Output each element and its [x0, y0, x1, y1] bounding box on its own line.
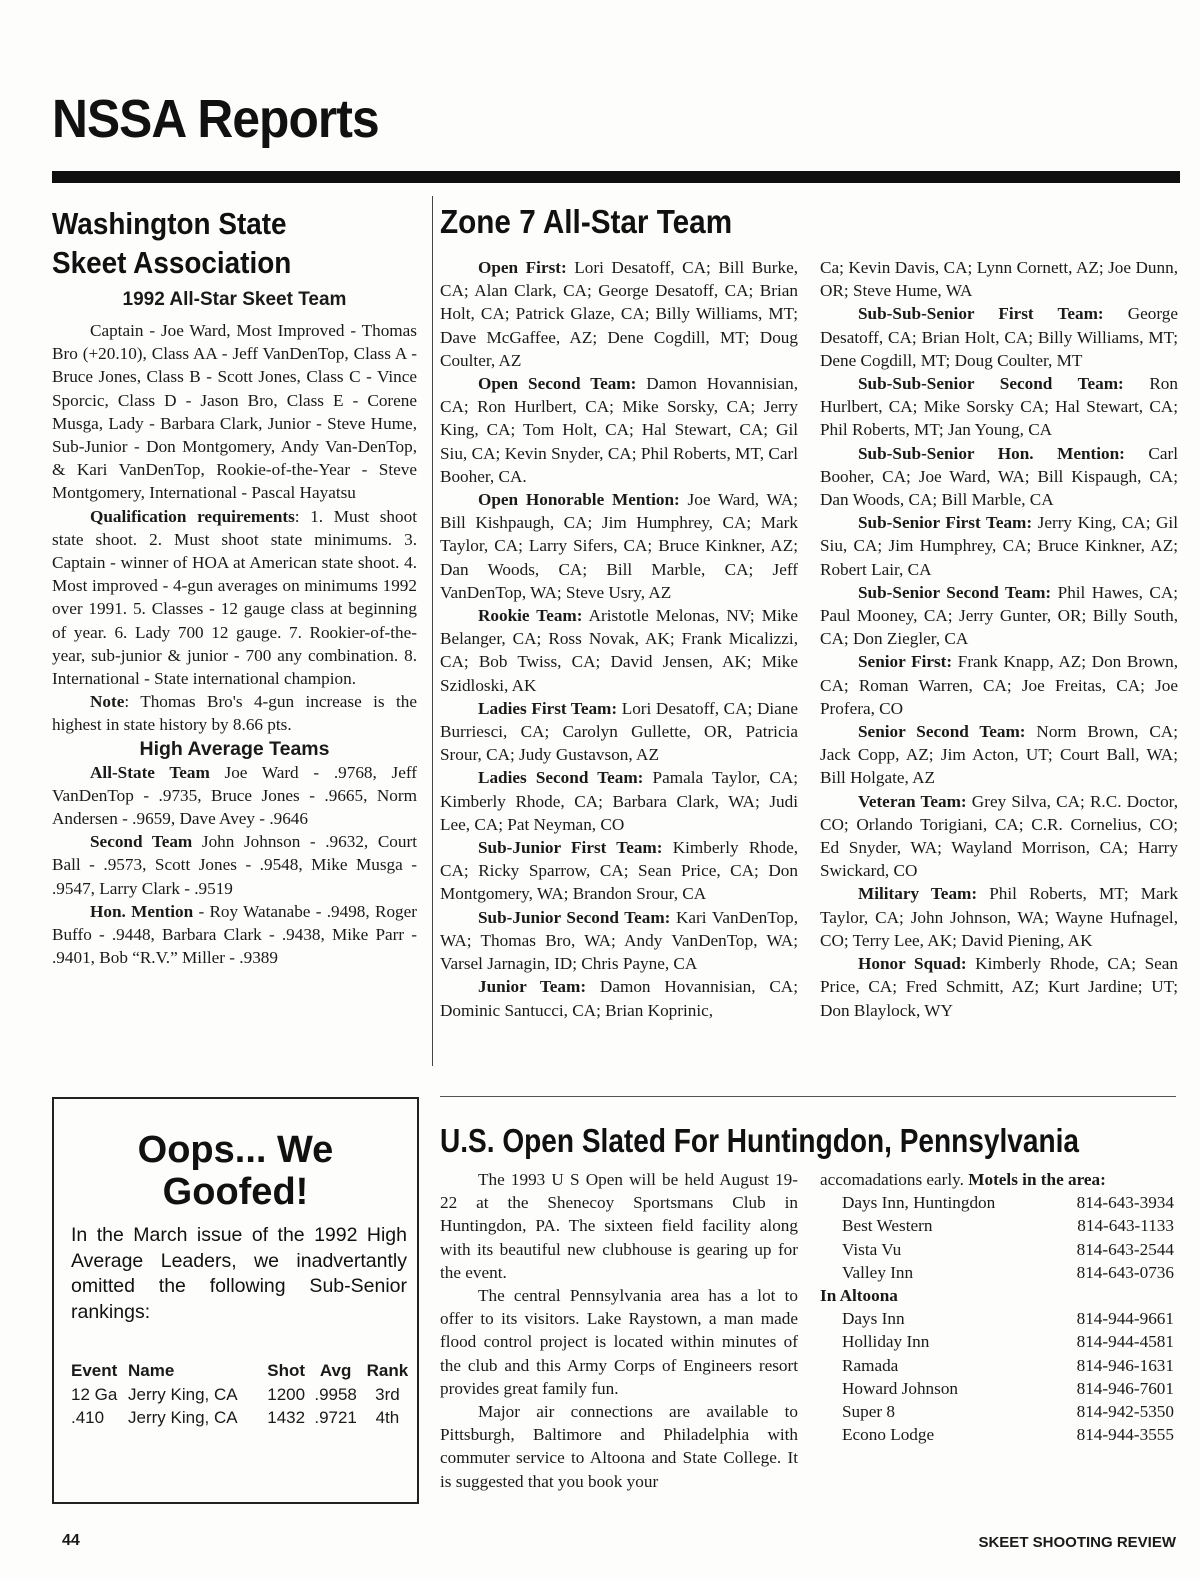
zone7-column-1 [440, 256, 798, 1022]
motel-row [842, 1330, 1174, 1353]
zone7-entry [820, 952, 1178, 1022]
entry-text: Pamala Taylor, CA; Kimberly Rhode, CA; Barbara Clark, WA; Judi Lee, CA; Pat Neyman, CO [440, 768, 799, 834]
zone7-entry [820, 442, 1178, 512]
table-cell: Jerry King, CA [128, 1408, 238, 1427]
motel-row [842, 1307, 1174, 1330]
zone7-entry [440, 906, 798, 976]
motel-phone: 814-946-7601 [1076, 1378, 1174, 1398]
publication-name: SKEET SHOOTING REVIEW [978, 1534, 1176, 1551]
entry-label: Senior Second Team: [858, 722, 1026, 742]
entry-label: Junior Team: [478, 977, 587, 997]
zone7-entry [820, 372, 1178, 442]
table-cell: 1200 [267, 1385, 306, 1404]
entry-text: Aristotle Melonas, NV; Mike Belanger, CA; Ross Novak, AK; Frank Micalizzi, CA; Bob Twiss, CA; David Jensen, AK; Mike Szidloski, AK [440, 606, 798, 695]
table-header-cell: Avg [319, 1361, 352, 1380]
table-header-cell: Event [71, 1361, 118, 1380]
table-cell: .410 [71, 1408, 105, 1427]
entry-text: Norm Brown, CA; Jack Copp, AZ; Jim Acton, UT; Court Ball, WA; Bill Holgate, AZ [820, 722, 1178, 788]
entry-label: Honor Squad: [858, 954, 967, 974]
table-cell: 1432 [267, 1408, 306, 1427]
high-average-heading: High Average Teams [139, 737, 330, 760]
entry-text: Kari VanDenTop, WA; Thomas Bro, WA; Andy VanDenTop, WA; Varsel Jarnagin, ID; Chris Payne, CA [440, 907, 798, 974]
entry-text: Carl Booher, CA; Joe Ward, WA; Bill Kispaugh, CA; Dan Woods, CA; Bill Marble, CA [820, 443, 1179, 510]
motel-name: Super 8 [842, 1402, 895, 1422]
oops-title [54, 1129, 417, 1213]
motel-name: Vista Vu [842, 1239, 902, 1259]
table-cell: 12 Ga [71, 1385, 118, 1404]
altoona-label: In Altoona [820, 1286, 898, 1306]
page-title: NSSA Reports [52, 89, 379, 149]
page-number: 44 [62, 1532, 80, 1549]
note-text: : Thomas Bro's 4-gun increase is the highest in state history by 8.66 pts. [52, 692, 417, 735]
entry-label: Sub-Senior Second Team: [858, 582, 1052, 602]
motel-row [842, 1423, 1174, 1446]
oops-table [71, 1361, 413, 1431]
qualification-text: : 1. Must shoot state shoot. 2. Must shoot state minimums. 3. Captain - winner of HOA at American state shoot. 4. Most improved - 4-gun averages on minimums 1992 over 1991. 5. Classes - 12 gauge class at beginning of year. 6. Lady 700 12 gauge. 7. Rookier-of-the-year, sub-junior & junior - 700 any combination. 8. International - State international champion. [52, 506, 417, 689]
zone7-entry [440, 975, 798, 1021]
entry-text: Joe Ward, WA; Bill Kishpaugh, CA; Jim Humphrey, CA; Mark Taylor, CA; Larry Sifers, CA; Bruce Kinkner, AZ; Dan Woods, CA; Bill Marble, CA; Jeff VanDenTop, WA; Steve Usry, AZ [440, 490, 798, 602]
motel-name: Best Western [842, 1216, 933, 1236]
second-label: Second Team [90, 832, 193, 852]
wssa-note [52, 690, 417, 736]
table-row [71, 1408, 413, 1431]
entry-text: Phil Roberts, MT; Mark Taylor, CA; John Johnson, WA; Wayne Hufnagel, CO; Terry Lee, AK; David Piening, AK [820, 884, 1178, 950]
motel-phone: 814-944-3555 [1076, 1425, 1174, 1445]
entry-label: Senior First: [858, 652, 953, 672]
allstate-label: All-State Team [90, 762, 210, 782]
entry-text: Jerry King, CA; Gil Siu, CA; Jim Humphrey, CA; Bruce Kinkner, AZ; Robert Lair, CA [820, 513, 1178, 579]
wssa-heading [52, 204, 291, 282]
entry-text: Frank Knapp, AZ; Don Brown, CA; Roman Warren, CA; Joe Freitas, CA; Joe Profera, CO [820, 652, 1178, 718]
second-text: John Johnson - .9632, Court Ball - .9573, Scott Jones - .9548, Mike Musga - .9547, Larry Clark - .9519 [52, 832, 417, 898]
motel-row [842, 1354, 1174, 1377]
title-rule [52, 171, 1180, 183]
entry-text: George Desatoff, CA; Brian Holt, CA; Billy Williams, MT; Dene Cogdill, MT; Doug Coulter, MT [820, 304, 1178, 370]
motels-altoona [842, 1307, 1174, 1446]
usopen-p3: Major air connections are available to Pittsburgh, Baltimore and Philadelphia with commuter service to Altoona and State College. It is suggested that you book your [440, 1402, 798, 1491]
motel-phone: 814-643-0736 [1076, 1262, 1174, 1282]
entry-label: Open Second Team: [478, 374, 637, 394]
oops-table-body [71, 1385, 413, 1431]
entry-text: Lori Desatoff, CA; Diane Burriesci, CA; Carolyn Gullette, OR, Patricia Srour, CA; Judy Gustavson, AZ [440, 698, 798, 765]
motel-name: Econo Lodge [842, 1425, 935, 1445]
wssa-heading-line2: Skeet Association [52, 245, 292, 280]
motel-row [842, 1214, 1174, 1237]
motel-name: Ramada [842, 1355, 899, 1375]
table-cell: .9958 [314, 1385, 357, 1404]
table-cell: 3rd [375, 1385, 400, 1404]
oops-table-header [71, 1361, 413, 1385]
entry-label: Sub-Sub-Senior Second Team: [858, 374, 1124, 394]
entry-label: Sub-Senior First Team: [858, 513, 1033, 533]
zone7-entry [440, 256, 798, 372]
second-team [52, 830, 417, 900]
motel-phone: 814-643-3934 [1076, 1193, 1174, 1213]
section-rule [440, 1096, 1176, 1097]
entry-text: Damon Hovannisian, CA; Dominic Santucci, CA; Brian Koprinic, [440, 977, 798, 1020]
motel-phone: 814-946-1631 [1076, 1355, 1174, 1375]
zone7-entry [820, 650, 1178, 720]
entry-text: Kimberly Rhode, CA; Ricky Sparrow, CA; Sean Price, CA; Don Montgomery, WA; Brandon Srour, CA [440, 838, 798, 904]
oops-title-line2: Goofed! [162, 1171, 309, 1213]
zone7-entry [440, 604, 798, 697]
motel-name: Days Inn [842, 1309, 905, 1329]
zone7-entry [820, 302, 1178, 372]
oops-box [52, 1097, 419, 1504]
entry-label: Ladies First Team: [478, 698, 618, 718]
motel-phone: 814-643-2544 [1076, 1239, 1174, 1259]
motels-lead [820, 1168, 1178, 1191]
entry-label: Ladies Second Team: [478, 768, 644, 788]
motel-name: Holliday Inn [842, 1332, 930, 1352]
table-cell: 4th [375, 1408, 400, 1427]
usopen-column-2 [820, 1168, 1178, 1446]
usopen-heading: U.S. Open Slated For Huntingdon, Pennsylvania [440, 1122, 1079, 1159]
allstate-team [52, 761, 417, 831]
wssa-qualification [52, 505, 417, 691]
oops-text: In the March issue of the 1992 High Average Leaders, we inadvertantly omitted the following Sub-Senior rankings: [71, 1224, 407, 1323]
motels-label: Motels in the area: [968, 1170, 1106, 1189]
table-header-cell: Name [128, 1361, 175, 1380]
entry-text: Lori Desatoff, CA; Bill Burke, CA; Alan Clark, CA; George Desatoff, CA; Brian Holt, CA; Patrick Glaze, CA; Billy Williams, MT; Dave McGaffee, AZ; Dene Cogdill, MT; Doug Coulter, AZ [440, 258, 798, 370]
table-header-cell: Rank [366, 1361, 409, 1380]
zone7-entry [820, 720, 1178, 790]
motel-name: Days Inn, Huntingdon [842, 1193, 996, 1213]
table-row [71, 1385, 413, 1408]
zone7-col2-lead: Ca; Kevin Davis, CA; Lynn Cornett, AZ; Joe Dunn, OR; Steve Hume, WA [820, 258, 1178, 301]
entry-label: Sub-Junior First Team: [478, 838, 663, 858]
motel-name: Howard Johnson [842, 1378, 959, 1398]
zone7-entry [440, 697, 798, 767]
motel-row [842, 1377, 1174, 1400]
zone7-entry [820, 790, 1178, 883]
zone7-column-2 [820, 256, 1178, 1022]
table-header-cell: Shot [267, 1361, 306, 1380]
motel-row [842, 1191, 1174, 1214]
motel-row [842, 1261, 1174, 1284]
usopen-p2: The central Pennsylvania area has a lot to offer to its visitors. Lake Raystown, a man made flood control project is located within minutes of the club and this Army Corps of Engineers resort provides great family fun. [440, 1286, 798, 1398]
usopen-col2-lead: accomadations early. [820, 1170, 964, 1189]
entry-label: Open First: [478, 258, 567, 277]
zone7-entry [820, 882, 1178, 952]
entry-label: Sub-Junior Second Team: [478, 907, 671, 927]
zone7-heading: Zone 7 All-Star Team [440, 203, 733, 240]
usopen-column-1 [440, 1168, 798, 1493]
motel-row [842, 1400, 1174, 1423]
zone7-entry [440, 836, 798, 906]
hon-label: Hon. Mention [90, 901, 194, 921]
hon-mention [52, 900, 417, 970]
entry-label: Rookie Team: [478, 606, 583, 626]
motel-phone: 814-944-4581 [1076, 1332, 1174, 1352]
wssa-heading-line1: Washington State [52, 206, 287, 241]
entry-text: Kimberly Rhode, CA; Sean Price, CA; Fred Schmitt, AZ; Kurt Jardine; UT; Don Blaylock, WY [820, 954, 1178, 1020]
motel-phone: 814-942-5350 [1076, 1402, 1174, 1422]
column-rule [432, 196, 433, 1066]
zone7-entry [820, 511, 1178, 581]
table-cell: Jerry King, CA [128, 1385, 238, 1404]
zone7-entry [440, 766, 798, 836]
wssa-subheading: 1992 All-Star Skeet Team [122, 289, 347, 310]
motel-phone: 814-944-9661 [1076, 1309, 1174, 1329]
entry-text: Grey Silva, CA; R.C. Doctor, CO; Orlando Torigiani, CA; C.R. Cornelius, CO; Ed Snyder, WA; Wayland Morrison, CA; Harry Swickard, CO [820, 791, 1179, 881]
motel-name: Valley Inn [842, 1262, 914, 1282]
qualification-label: Qualification requirements [90, 506, 295, 526]
motel-phone: 814-643-1133 [1077, 1216, 1174, 1236]
usopen-p1: The 1993 U S Open will be held August 19-22 at the Shenecoy Sportsmans Club in Huntingdon, PA. The sixteen field facility along with its beautiful new clubhouse is gearing up for the event. [440, 1170, 798, 1282]
entry-label: Open Honorable Mention: [478, 490, 680, 510]
motel-row [842, 1238, 1174, 1261]
table-cell: .9721 [314, 1408, 357, 1427]
entry-label: Sub-Sub-Senior Hon. Mention: [858, 443, 1125, 463]
hon-text: - Roy Watanabe - .9498, Roger Buffo - .9448, Barbara Clark - .9438, Mike Parr - .9401, Bob “R.V.” Miller - .9389 [52, 901, 417, 968]
wssa-column [52, 288, 417, 969]
entry-label: Sub-Sub-Senior First Team: [858, 304, 1104, 324]
entry-label: Veteran Team: [858, 791, 967, 811]
oops-title-line1: Oops... We [137, 1129, 334, 1171]
entry-text: Phil Hawes, CA; Paul Mooney, CA; Jerry Gunter, OR; Billy South, CA; Don Ziegler, CA [820, 582, 1179, 649]
allstate-text: Joe Ward - .9768, Jeff VanDenTop - .9735, Bruce Jones - .9665, Norm Andersen - .9659, Dave Avey - .9646 [52, 762, 418, 829]
wssa-team-text: Captain - Joe Ward, Most Improved - Thomas Bro (+20.10), Class AA - Jeff VanDenTop, Class A - Bruce Jones, Class B - Scott Jones, Class C - Vince Sporcic, Class D - Jason Bro, Class E - Corene Musga, Lady - Barbara Clark, Junior - Steve Hume, Sub-Junior - Don Montgomery, Andy Van-DenTop, & Kari VanDenTop, Rookie-of-the-Year - Steve Montgomery, International - Pascal Hayatsu [52, 321, 417, 503]
entry-text: Ron Hurlbert, CA; Mike Sorsky CA; Hal Stewart, CA; Phil Roberts, MT; Jan Young, CA [820, 374, 1178, 440]
motels-huntingdon [842, 1191, 1174, 1284]
note-label: Note [90, 692, 125, 712]
entry-text: Damon Hovannisian, CA; Ron Hurlbert, CA; Mike Sorsky, CA; Jerry King, CA; Tom Holt, CA; Hal Stewart, CA; Gil Siu, CA; Kevin Snyder, CA; Phil Roberts, MT, Carl Booher, CA. [440, 374, 798, 486]
zone7-entry [820, 581, 1178, 651]
zone7-entry [440, 488, 798, 604]
zone7-entry [440, 372, 798, 488]
entry-label: Military Team: [858, 884, 978, 904]
